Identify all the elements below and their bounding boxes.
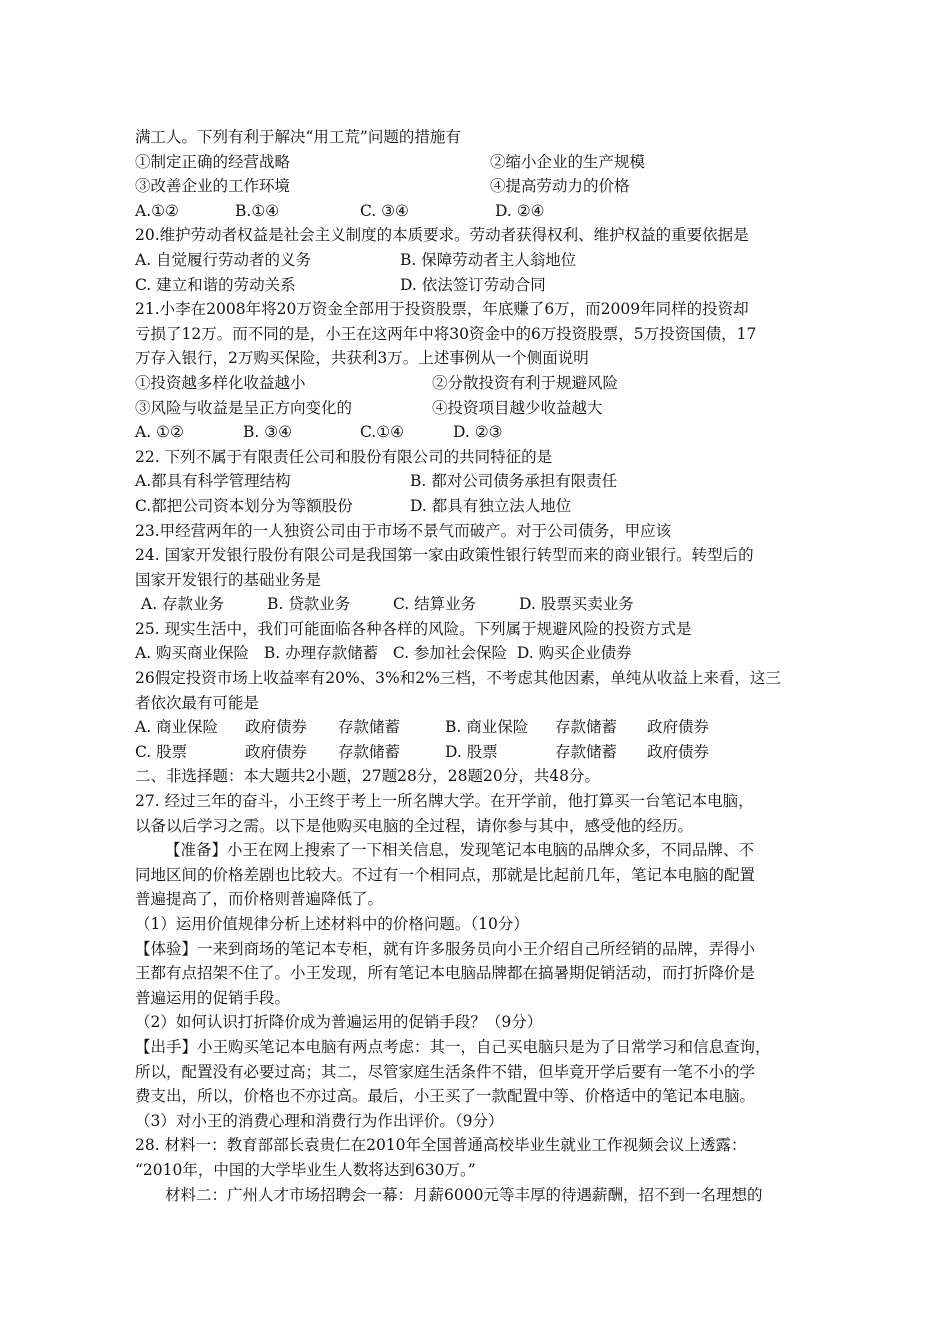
- question-23: 23.甲经营两年的一人独资公司由于市场不景气而破产。对于公司债务，甲应该: [135, 521, 672, 540]
- answer-option: 存款储蓄: [555, 742, 618, 761]
- answer-option: C. 结算业务: [393, 595, 477, 614]
- answer-option: D. ②④: [495, 201, 545, 220]
- answer-option: D. 依法签订劳动合同: [400, 275, 546, 294]
- answer-option: B. 贷款业务: [267, 595, 351, 614]
- answer-row: [135, 715, 825, 740]
- text-line: “2010年，中国的大学毕业生人数将达到630万。”: [135, 1160, 476, 1179]
- answer-row: [135, 199, 825, 224]
- sub-question: （1）运用价值规律分析上述材料中的价格问题。（10分）: [135, 915, 529, 933]
- answer-option: A.①②: [135, 201, 179, 220]
- answer-row: [135, 740, 825, 765]
- answer-option: B. 保障劳动者主人翁地位: [400, 250, 577, 269]
- paragraph-prepare: 【准备】小王在网上搜索了一下相关信息，发现笔记本电脑的品牌众多，不同品牌、不: [165, 841, 755, 860]
- sub-question: （3）对小王的消费心理和消费行为作出评价。（9分）: [135, 1111, 504, 1130]
- option-text: ②分散投资有利于规避风险: [432, 373, 619, 392]
- answer-option: B. 商业保险: [445, 718, 529, 737]
- answer-row: [135, 248, 825, 273]
- question-26: 26假定投资市场上收益率有20%、3%和2%三档，不考虑其他因素，单纯从收益上来看，这三: [135, 669, 781, 688]
- answer-option: A. ①②: [135, 423, 184, 442]
- answer-option: 存款储蓄: [338, 742, 401, 761]
- answer-option: B. ③④: [243, 423, 293, 442]
- text-line: 国家开发银行的基础业务是: [135, 570, 322, 589]
- answer-row: [135, 469, 825, 494]
- option-text: ①制定正确的经营战略: [135, 152, 291, 171]
- answer-option: C. 建立和谐的劳动关系: [135, 275, 296, 294]
- question-21: 21.小李在2008年将20万资金全部用于投资股票，年底赚了6万，而2009年同样的投资却: [135, 300, 749, 319]
- answer-option: C.都把公司资本划分为等额股份: [135, 496, 353, 515]
- answer-option: C. 股票: [135, 742, 188, 761]
- option-text: ①投资越多样化收益越小: [135, 373, 306, 392]
- question-27: 27. 经过三年的奋斗，小王终于考上一所名牌大学。在开学前，他打算买一台笔记本电脑，: [135, 792, 754, 811]
- answer-option: A. 自觉履行劳动者的义务: [135, 250, 312, 269]
- answer-option: 政府债券: [647, 742, 710, 761]
- option-text: ③改善企业的工作环境: [135, 177, 291, 196]
- option-text: ②缩小企业的生产规模: [490, 152, 646, 171]
- answer-option: A. 商业保险: [135, 718, 219, 737]
- option-text: ④投资项目越少收益越大: [432, 398, 603, 417]
- question-20: 20.维护劳动者权益是社会主义制度的本质要求。劳动者获得权利、维护权益的重要依据是: [135, 226, 749, 245]
- answer-row: A. 购买商业保险 B. 办理存款储蓄 C. 参加社会保险 D. 购买企业债券: [135, 644, 632, 663]
- exam-text: [135, 125, 825, 1207]
- answer-option: 政府债券: [647, 718, 710, 737]
- text-line: 以备以后学习之需。以下是他购买电脑的全过程，请你参与其中，感受他的经历。: [135, 816, 694, 835]
- answer-option: 政府债券: [245, 718, 308, 737]
- option-text: ④提高劳动力的价格: [490, 177, 630, 196]
- answer-option: A. 存款业务: [141, 595, 225, 614]
- text-line: 王都有点招架不住了。小王发现，所有笔记本电脑品牌都在搞暑期促销活动，而打折降价是: [135, 964, 756, 983]
- text-line: 材料二：广州人才市场招聘会一幕：月薪6000元等丰厚的待遇薪酬，招不到一名理想的: [165, 1185, 763, 1204]
- text-line: 万存入银行，2万购买保险，共获利3万。上述事例从一个侧面说明: [135, 349, 589, 368]
- question-24: 24. 国家开发银行股份有限公司是我国第一家由政策性银行转型而来的商业银行。转型后的: [135, 546, 754, 565]
- text-line: 普遍提高了，而价格则普遍降低了。: [135, 890, 384, 909]
- section-heading: 二、非选择题：本大题共2小题，27题28分，28题20分，共48分。: [135, 767, 600, 786]
- question-22: 22. 下列不属于有限责任公司和股份有限公司的共同特征的是: [135, 447, 553, 466]
- answer-option: D. 股票买卖业务: [519, 595, 634, 614]
- answer-option: D. ②③: [453, 423, 503, 442]
- text-line: 费支出，所以，价格也不亦过高。最后，小王买了一款配置中等、价格适中的笔记本电脑。: [135, 1087, 756, 1106]
- answer-option: B.①④: [235, 201, 280, 220]
- paragraph-experience: 【体验】一来到商场的笔记本专柜，就有许多服务员向小王介绍自己所经销的品牌，弄得小: [135, 939, 756, 958]
- answer-option: A.都具有科学管理结构: [135, 472, 291, 491]
- text-line: 所以，配置没有必要过高；其二，尽管家庭生活条件不错，但毕竟开学后要有一笔不小的学: [135, 1062, 756, 1081]
- answer-option: 存款储蓄: [555, 718, 618, 737]
- answer-option: 存款储蓄: [338, 718, 401, 737]
- answer-row: [135, 592, 825, 617]
- answer-row: [135, 420, 825, 445]
- option-row: [135, 150, 825, 175]
- option-row: [135, 174, 825, 199]
- paragraph-action: 【出手】小王购买笔记本电脑有两点考虑：其一，自己买电脑只是为了日常学习和信息查询，: [135, 1037, 771, 1056]
- answer-row: [135, 494, 825, 519]
- answer-option: B. 都对公司债务承担有限责任: [410, 472, 618, 491]
- option-text: ③风险与收益是呈正方向变化的: [135, 398, 353, 417]
- answer-option: C.①④: [360, 423, 405, 442]
- sub-question: （2）如何认识打折降价成为普遍运用的促销手段？（9分）: [135, 1013, 543, 1032]
- option-row: [135, 396, 825, 421]
- text-line: 者依次最有可能是: [135, 693, 260, 712]
- question-25: 25. 现实生活中，我们可能面临各种各样的风险。下列属于规避风险的投资方式是: [135, 619, 692, 638]
- answer-row: [135, 273, 825, 298]
- text-line: 满工人。下列有利于解决“用工荒”问题的措施有: [135, 128, 461, 146]
- option-row: [135, 371, 825, 396]
- answer-option: 政府债券: [245, 742, 308, 761]
- answer-option: D. 股票: [445, 742, 498, 761]
- text-line: 普遍运用的促销手段。: [135, 988, 291, 1007]
- text-line: 亏损了12万。而不同的是，小王在这两年中将30资金中的6万投资股票，5万投资国债，17: [135, 324, 757, 343]
- answer-option: D. 都具有独立法人地位: [410, 496, 572, 515]
- text-line: 同地区间的价格差剧也比较大。不过有一个相同点，那就是比起前几年，笔记本电脑的配置: [135, 865, 756, 884]
- question-28: 28. 材料一：教育部部长袁贵仁在2010年全国普通高校毕业生就业工作视频会议上透露：: [135, 1136, 747, 1155]
- answer-option: C. ③④: [360, 201, 409, 220]
